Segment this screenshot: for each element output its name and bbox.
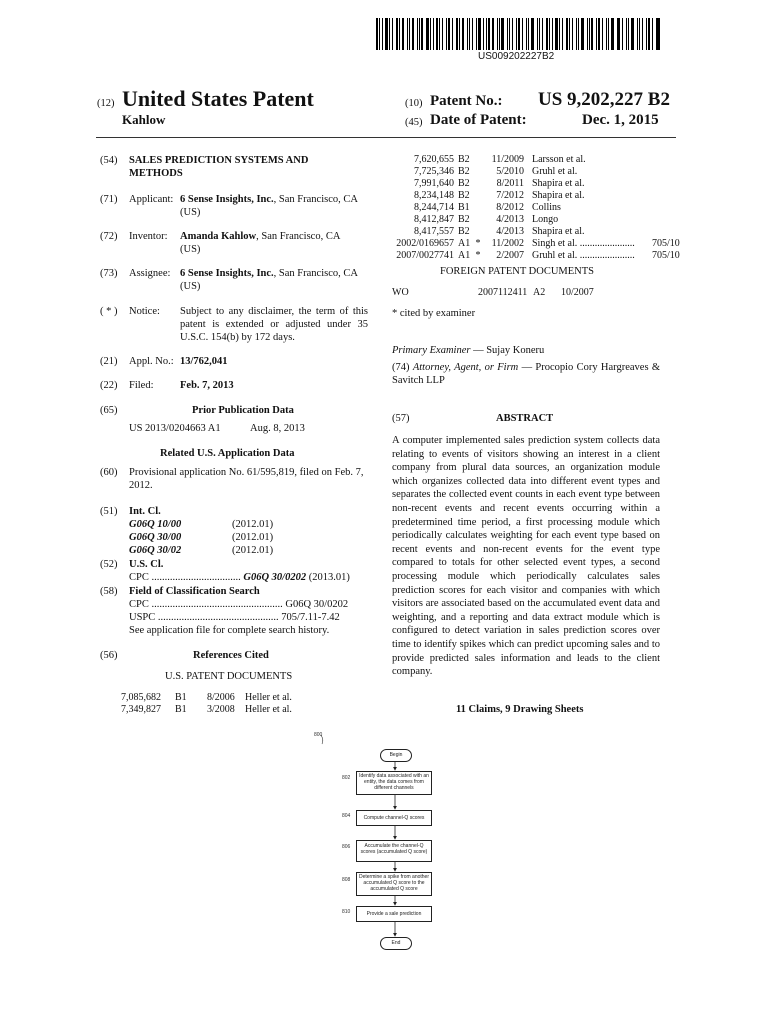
doc-kind: B2 bbox=[458, 226, 470, 237]
barcode-bar bbox=[452, 18, 453, 50]
us-cl-cpc-label: CPC bbox=[129, 572, 149, 583]
applicant-name: 6 Sense Insights, Inc. bbox=[180, 194, 274, 205]
step-box: Accumulate the channel-Q scores (accumulated Q score) bbox=[356, 840, 432, 862]
doc-name: Gruhl et al. bbox=[532, 166, 578, 177]
doc-class bbox=[652, 166, 680, 178]
doc-name: Singh et al. ...................... bbox=[532, 238, 635, 249]
doc-name: Shapira et al. bbox=[532, 178, 585, 189]
begin-terminal: Begin bbox=[380, 749, 412, 762]
doc-class bbox=[652, 178, 680, 190]
patent-no-label: Patent No.: bbox=[430, 93, 503, 109]
claims-drawing-sheets: 11 Claims, 9 Drawing Sheets bbox=[456, 704, 584, 715]
barcode-bar bbox=[501, 18, 504, 50]
barcode-bar bbox=[462, 18, 464, 50]
barcode-bar bbox=[652, 18, 653, 50]
barcode-bar bbox=[531, 18, 534, 50]
doc-kind: A1 bbox=[458, 238, 471, 249]
barcode-bar bbox=[402, 18, 405, 50]
barcode-bar bbox=[606, 18, 607, 50]
int-cl-1: G06Q 10/00 bbox=[129, 519, 182, 530]
attorney-label: Attorney, Agent, or Firm bbox=[412, 362, 519, 373]
barcode-bar bbox=[442, 18, 443, 50]
doc-number: 8,417,557 bbox=[414, 226, 454, 237]
invention-title: SALES PREDICTION SYSTEMS AND METHODS bbox=[129, 155, 309, 179]
kind-code-prefix: (12) bbox=[97, 98, 115, 109]
doc-number: 2002/0169657 bbox=[396, 238, 454, 249]
notice-text: Subject to any disclaimer, the term of this patent is extended or adjusted under 35 U.S.C. 154(b) by 172 days. bbox=[180, 306, 368, 343]
barcode-bar bbox=[499, 18, 500, 50]
doc-class bbox=[652, 226, 680, 238]
field-52-code: (52) bbox=[100, 559, 118, 570]
date-of-patent-label: Date of Patent: bbox=[430, 112, 527, 128]
barcode-bar bbox=[392, 18, 394, 50]
doc-cited-marker bbox=[474, 154, 482, 166]
int-cl-1-version: (2012.01) bbox=[232, 519, 274, 530]
barcode-bar bbox=[512, 18, 513, 50]
table-row bbox=[392, 202, 680, 214]
doc-class bbox=[652, 154, 680, 166]
barcode-bar bbox=[467, 18, 468, 50]
prior-publication-date: Aug. 8, 2013 bbox=[250, 423, 305, 434]
primary-examiner-name: — Sujay Koneru bbox=[473, 345, 545, 356]
barcode-bar bbox=[492, 18, 494, 50]
barcode-bar bbox=[646, 18, 647, 50]
doc-number: 7,620,655 bbox=[414, 154, 454, 165]
barcode-bar bbox=[497, 18, 498, 50]
int-cl-3-version: (2012.01) bbox=[232, 545, 274, 556]
barcode-bar bbox=[542, 18, 543, 50]
us-cl-label: U.S. Cl. bbox=[129, 559, 164, 570]
doc-kind: A1 bbox=[458, 250, 471, 261]
foreign-kind: A2 bbox=[533, 287, 546, 298]
us-cl-cpc-dots: .................................. bbox=[151, 572, 241, 583]
barcode-bar bbox=[626, 18, 627, 50]
field-58-code: (58) bbox=[100, 586, 118, 597]
applicant-value bbox=[180, 193, 360, 219]
doc-cited-marker bbox=[474, 190, 482, 202]
step-box: Identify data associated with an entity, the data comes from different channels bbox=[356, 771, 432, 795]
field-21-code: (21) bbox=[100, 356, 118, 367]
barcode-bar bbox=[648, 18, 650, 50]
step-ref-label: 802 bbox=[342, 775, 351, 781]
inventor-name: Amanda Kahlow bbox=[180, 231, 257, 242]
cited-by-examiner: * cited by examiner bbox=[392, 308, 476, 319]
barcode-bar bbox=[637, 18, 638, 50]
table-row bbox=[392, 250, 680, 262]
notice-label: Notice: bbox=[129, 306, 160, 317]
table-row bbox=[392, 238, 680, 250]
int-cl-2-version: (2012.01) bbox=[232, 532, 274, 543]
doc-name: Collins bbox=[532, 202, 561, 213]
doc-name: Heller et al. bbox=[245, 704, 292, 715]
patent-no-prefix: (10) bbox=[405, 98, 423, 109]
inventor-label: Inventor: bbox=[129, 231, 168, 242]
field-65-code: (65) bbox=[100, 405, 118, 416]
us-cl-cpc-value: G06Q 30/0202 bbox=[243, 572, 307, 583]
doc-cited-marker: * bbox=[475, 238, 481, 249]
barcode-bar bbox=[569, 18, 570, 50]
search-cpc-value: G06Q 30/0202 bbox=[285, 599, 349, 610]
barcode bbox=[376, 18, 662, 50]
doc-date: 5/2010 bbox=[496, 166, 524, 177]
search-uspc-label: USPC bbox=[129, 612, 156, 623]
abstract-heading: ABSTRACT bbox=[496, 413, 554, 424]
table-row bbox=[392, 214, 680, 226]
date-prefix: (45) bbox=[405, 117, 423, 128]
field-72-code: (72) bbox=[100, 231, 118, 242]
foreign-country: WO bbox=[392, 287, 409, 298]
doc-class bbox=[652, 214, 680, 226]
barcode-bar bbox=[598, 18, 600, 50]
barcode-bar bbox=[409, 18, 410, 50]
barcode-bar bbox=[518, 18, 520, 50]
doc-name: Shapira et al. bbox=[532, 226, 585, 237]
barcode-bar bbox=[549, 18, 550, 50]
doc-number: 7,991,640 bbox=[414, 178, 454, 189]
barcode-bar bbox=[642, 18, 644, 50]
barcode-bar bbox=[417, 18, 418, 50]
end-terminal: End bbox=[380, 937, 412, 950]
barcode-bar bbox=[581, 18, 584, 50]
barcode-bar bbox=[396, 18, 398, 50]
search-history-note: See application file for complete search history. bbox=[129, 625, 330, 636]
barcode-bar bbox=[587, 18, 588, 50]
int-cl-2: G06Q 30/00 bbox=[129, 532, 182, 543]
barcode-bar bbox=[488, 18, 490, 50]
barcode-bar bbox=[389, 18, 390, 50]
barcode-bar bbox=[469, 18, 470, 50]
doc-number: 8,244,714 bbox=[414, 202, 454, 213]
assignee-value bbox=[180, 267, 360, 293]
int-cl-label: Int. Cl. bbox=[129, 506, 161, 517]
table-row bbox=[392, 226, 680, 238]
doc-number: 2007/0027741 bbox=[396, 250, 454, 261]
attorney-line bbox=[392, 361, 660, 387]
barcode-bar bbox=[537, 18, 539, 50]
field-73-code: (73) bbox=[100, 268, 118, 279]
barcode-bar bbox=[379, 18, 380, 50]
appl-no-value: 13/762,041 bbox=[180, 356, 228, 367]
barcode-bar bbox=[602, 18, 604, 50]
table-row bbox=[121, 704, 292, 716]
doc-date: 7/2012 bbox=[496, 190, 524, 201]
doc-name: Heller et al. bbox=[245, 692, 292, 703]
barcode-bar bbox=[528, 18, 529, 50]
table-row bbox=[392, 178, 680, 190]
barcode-bar bbox=[526, 18, 527, 50]
prior-publication-number: US 2013/0204663 A1 bbox=[129, 423, 221, 434]
doc-date: 8/2012 bbox=[496, 202, 524, 213]
us-documents-table-continued bbox=[392, 154, 680, 262]
barcode-bar bbox=[407, 18, 408, 50]
document-title: United States Patent bbox=[122, 86, 314, 111]
search-uspc-line bbox=[129, 611, 369, 624]
table-row bbox=[392, 154, 680, 166]
barcode-bar bbox=[572, 18, 573, 50]
int-cl-3: G06Q 30/02 bbox=[129, 545, 182, 556]
field-22-code: (22) bbox=[100, 380, 118, 391]
patent-number: US 9,202,227 B2 bbox=[538, 89, 670, 110]
us-cl-cpc-line bbox=[129, 571, 369, 584]
applicant-label: Applicant: bbox=[129, 194, 174, 205]
doc-date: 11/2009 bbox=[491, 154, 524, 165]
doc-number: 8,412,847 bbox=[414, 214, 454, 225]
doc-number: 7,085,682 bbox=[121, 692, 161, 703]
doc-kind: B2 bbox=[458, 178, 470, 189]
foreign-documents-heading: FOREIGN PATENT DOCUMENTS bbox=[440, 266, 595, 277]
barcode-bar bbox=[596, 18, 597, 50]
doc-date: 8/2011 bbox=[496, 178, 524, 189]
filed-label: Filed: bbox=[129, 380, 154, 391]
barcode-bar bbox=[430, 18, 431, 50]
barcode-bar bbox=[426, 18, 429, 50]
barcode-bar bbox=[483, 18, 484, 50]
doc-name: Longo bbox=[532, 214, 559, 225]
barcode-bar bbox=[419, 18, 420, 50]
barcode-bar bbox=[631, 18, 634, 50]
barcode-number: US009202227B2 bbox=[478, 51, 555, 62]
assignee-label: Assignee: bbox=[129, 268, 171, 279]
barcode-bar bbox=[555, 18, 558, 50]
barcode-bar bbox=[611, 18, 614, 50]
provisional-application-text: Provisional application No. 61/595,819, filed on Feb. 7, 2012. bbox=[129, 467, 364, 491]
barcode-bar bbox=[546, 18, 548, 50]
barcode-bar bbox=[448, 18, 450, 50]
barcode-bar bbox=[439, 18, 440, 50]
doc-cited-marker bbox=[474, 166, 482, 178]
barcode-bar bbox=[522, 18, 524, 50]
search-cpc-line bbox=[129, 598, 369, 611]
doc-class: 705/10 bbox=[652, 250, 680, 261]
doc-kind: B1 bbox=[458, 202, 470, 213]
doc-date: 11/2002 bbox=[491, 238, 524, 249]
barcode-bar bbox=[421, 18, 423, 50]
barcode-bar bbox=[539, 18, 540, 50]
barcode-bar bbox=[376, 18, 378, 50]
doc-name: Gruhl et al. ...................... bbox=[532, 250, 635, 261]
doc-kind: B1 bbox=[175, 692, 187, 703]
doc-class bbox=[652, 202, 680, 214]
step-ref-label: 806 bbox=[342, 844, 351, 850]
primary-examiner-line bbox=[392, 344, 544, 357]
field-51-code: (51) bbox=[100, 506, 118, 517]
field-56-code: (56) bbox=[100, 650, 118, 661]
doc-cited-marker bbox=[474, 178, 482, 190]
inventor-value bbox=[180, 230, 360, 256]
step-ref-label: 804 bbox=[342, 813, 351, 819]
us-patent-documents-heading: U.S. PATENT DOCUMENTS bbox=[165, 671, 293, 682]
barcode-bar bbox=[459, 18, 460, 50]
doc-class bbox=[652, 190, 680, 202]
doc-date: 4/2013 bbox=[496, 226, 524, 237]
step-box: Compute channel-Q scores bbox=[356, 810, 432, 826]
barcode-bar bbox=[562, 18, 564, 50]
barcode-bar bbox=[433, 18, 434, 50]
doc-number: 8,234,148 bbox=[414, 190, 454, 201]
barcode-bar bbox=[576, 18, 578, 50]
doc-cited-marker bbox=[474, 214, 482, 226]
doc-date: 4/2013 bbox=[496, 214, 524, 225]
barcode-bar bbox=[382, 18, 383, 50]
doc-cited-marker: * bbox=[475, 250, 481, 261]
doc-number: 7,349,827 bbox=[121, 704, 161, 715]
us-documents-table bbox=[121, 692, 292, 716]
barcode-bar bbox=[399, 18, 400, 50]
doc-kind: B1 bbox=[175, 704, 187, 715]
barcode-bar bbox=[552, 18, 553, 50]
primary-examiner-label: Primary Examiner bbox=[392, 345, 471, 356]
doc-date: 2/2007 bbox=[496, 250, 524, 261]
barcode-bar bbox=[656, 18, 657, 50]
references-cited-heading: References Cited bbox=[193, 650, 269, 661]
applicant-location: , San Francisco, CA (US) bbox=[180, 194, 358, 218]
notice-code: ( * ) bbox=[100, 306, 118, 317]
header-rule bbox=[96, 137, 676, 138]
barcode-bar bbox=[628, 18, 630, 50]
barcode-bar bbox=[618, 18, 620, 50]
field-54-code: (54) bbox=[100, 155, 118, 166]
step-box: Provide a sale prediction bbox=[356, 906, 432, 922]
related-application-heading: Related U.S. Application Data bbox=[160, 448, 295, 459]
doc-cited-marker bbox=[474, 226, 482, 238]
barcode-bar bbox=[486, 18, 487, 50]
barcode-bar bbox=[456, 18, 459, 50]
appl-no-label: Appl. No.: bbox=[129, 356, 174, 367]
doc-cited-marker bbox=[474, 202, 482, 214]
barcode-bar bbox=[509, 18, 511, 50]
search-cpc-dots: .................................................. bbox=[151, 599, 283, 610]
filed-value: Feb. 7, 2013 bbox=[180, 380, 234, 391]
step-ref-label: 808 bbox=[342, 877, 351, 883]
barcode-bar bbox=[622, 18, 623, 50]
doc-kind: B2 bbox=[458, 214, 470, 225]
doc-class: 705/10 bbox=[652, 238, 680, 249]
doc-date: 3/2008 bbox=[207, 704, 235, 715]
inventor-short: Kahlow bbox=[122, 112, 166, 127]
barcode-bar bbox=[657, 18, 660, 50]
doc-kind: B2 bbox=[458, 154, 470, 165]
doc-name: Shapira et al. bbox=[532, 190, 585, 201]
doc-number: 7,725,346 bbox=[414, 166, 454, 177]
doc-kind: B2 bbox=[458, 166, 470, 177]
abstract-code: (57) bbox=[392, 413, 410, 424]
assignee-name: 6 Sense Insights, Inc. bbox=[180, 268, 274, 279]
foreign-number: 2007112411 bbox=[478, 287, 528, 298]
abstract-text: A computer implemented sales prediction system collects data relating to events of visitors showing an interest in a client company from plural data sources, an organization module which organizes collected data into different event types and separates the collected event counts in each event type between non-recent events and recent events occurring within a predetermined time period, a first processing module which periodically calculates weighting for each event type based on recent events and non-recent events for the event type compared to totals for other selected event types, a second processing module which periodically calculates sales prediction scores for each visitor and companies with which visitors are associated based on the accumulated event data and weighting, and a reporting and data extract module which is configured to detect variation in sales prediction scores over time to identify spikes which can predict upcoming sales and to provide predicted sales information and leads to the client company. bbox=[392, 435, 660, 678]
foreign-date: 10/2007 bbox=[561, 287, 594, 298]
barcode-bar bbox=[472, 18, 474, 50]
barcode-bar bbox=[436, 18, 438, 50]
barcode-bar bbox=[478, 18, 481, 50]
search-cpc-label: CPC bbox=[129, 599, 149, 610]
figure-ref-label: 800 bbox=[314, 732, 323, 738]
barcode-bar bbox=[385, 18, 388, 50]
barcode-bar bbox=[639, 18, 640, 50]
field-60-code: (60) bbox=[100, 467, 118, 478]
doc-name: Larsson et al. bbox=[532, 154, 586, 165]
doc-kind: B2 bbox=[458, 190, 470, 201]
table-row bbox=[121, 692, 292, 704]
barcode-bar bbox=[446, 18, 448, 50]
doc-date: 8/2006 bbox=[207, 692, 235, 703]
barcode-bar bbox=[591, 18, 593, 50]
field-71-code: (71) bbox=[100, 194, 118, 205]
field-of-search-label: Field of Classification Search bbox=[129, 586, 260, 597]
barcode-bar bbox=[559, 18, 560, 50]
assignee-location: , San Francisco, CA (US) bbox=[180, 268, 358, 292]
us-cl-cpc-version: (2013.01) bbox=[308, 572, 350, 583]
barcode-bar bbox=[566, 18, 568, 50]
search-uspc-value: 705/7.11-7.42 bbox=[281, 612, 340, 623]
table-row bbox=[392, 190, 680, 202]
prior-publication-heading: Prior Publication Data bbox=[192, 405, 294, 416]
barcode-bar bbox=[617, 18, 618, 50]
attorney-code: (74) bbox=[392, 362, 410, 373]
barcode-bar bbox=[589, 18, 590, 50]
search-uspc-dots: .............................................. bbox=[157, 612, 279, 623]
step-ref-label: 810 bbox=[342, 909, 351, 915]
flowchart bbox=[300, 730, 460, 960]
step-box: Determine a spike from another accumulated Q score to the accumulated Q score bbox=[356, 872, 432, 896]
table-row bbox=[392, 166, 680, 178]
inventor-location: , San Francisco, CA (US) bbox=[180, 231, 340, 255]
date-of-patent-value: Dec. 1, 2015 bbox=[582, 112, 659, 128]
barcode-bar bbox=[578, 18, 579, 50]
attorney-name: — Procopio Cory Hargreaves & Savitch LLP bbox=[392, 362, 661, 386]
barcode-bar bbox=[507, 18, 508, 50]
barcode-bar bbox=[516, 18, 517, 50]
barcode-bar bbox=[476, 18, 477, 50]
barcode-bar bbox=[412, 18, 414, 50]
barcode-bar bbox=[608, 18, 609, 50]
